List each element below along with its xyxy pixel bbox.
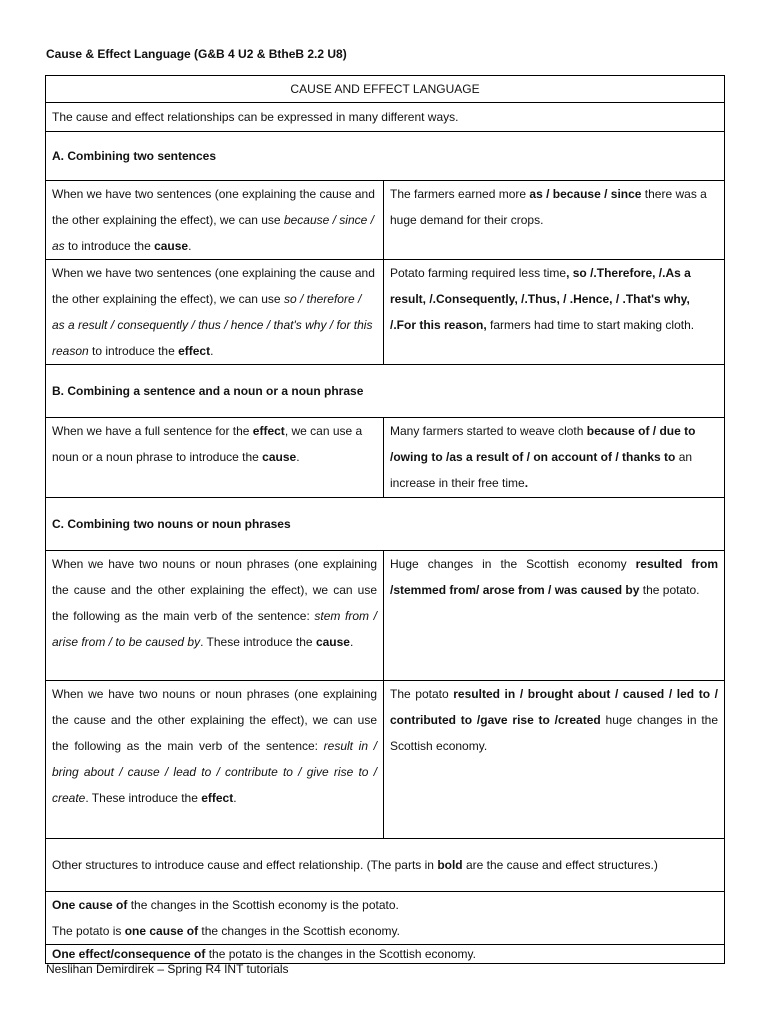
table-row (46, 681, 725, 839)
row1-explanation: When we have two sentences (one explaining the cause and the other explaining the effect), we can use because / since / as to introduce the cause. (46, 181, 384, 260)
intro-row (46, 103, 725, 132)
cause-example-row (46, 892, 725, 945)
other-structures-text: Other structures to introduce cause and effect relationship. (The parts in bold are the cause and effect structures.) (46, 839, 725, 892)
row5-example: The potato resulted in / brought about / caused / led to / contributed to /gave rise to /created huge changes in the Scottish economy. (384, 681, 725, 839)
section-a-title: A. Combining two sentences (46, 132, 725, 181)
row3-explanation: When we have a full sentence for the effect, we can use a noun or a noun phrase to introduce the cause. (46, 418, 384, 498)
cause-effect-table (45, 75, 725, 964)
cause-example-line-1: One cause of the changes in the Scottish economy is the potato. (52, 898, 399, 912)
section-a-row (46, 132, 725, 181)
footer-credit: Neslihan Demirdirek – Spring R4 INT tutorials (46, 962, 289, 976)
row4-example: Huge changes in the Scottish economy resulted from /stemmed from/ arose from / was caused by the potato. (384, 551, 725, 681)
table-row (46, 418, 725, 498)
section-b-title: B. Combining a sentence and a noun or a noun phrase (46, 365, 725, 418)
intro-text: The cause and effect relationships can be expressed in many different ways. (46, 103, 725, 132)
row4-explanation: When we have two nouns or noun phrases (one explaining the cause and the other explaining the effect), we can use the following as the main verb of the sentence: stem from / arise from / to be caused by. These introduce the cause. (46, 551, 384, 681)
effect-example: One effect/consequence of the potato is the changes in the Scottish economy. (46, 945, 725, 964)
row3-example: Many farmers started to weave cloth because of / due to /owing to /as a result of / on account of / thanks to an increase in their free time. (384, 418, 725, 498)
effect-example-row (46, 945, 725, 964)
table-header: CAUSE AND EFFECT LANGUAGE (46, 76, 725, 103)
section-c-row (46, 498, 725, 551)
cause-examples (46, 892, 725, 945)
table-row (46, 260, 725, 365)
other-structures-row (46, 839, 725, 892)
row2-example: Potato farming required less time, so /.Therefore, /.As a result, /.Consequently, /.Thus, / .Hence, / .That's why, /.For this reason, farmers had time to start making cloth. (384, 260, 725, 365)
table-row (46, 551, 725, 681)
document-title: Cause & Effect Language (G&B 4 U2 & BtheB 2.2 U8) (46, 47, 347, 61)
row5-explanation: When we have two nouns or noun phrases (one explaining the cause and the other explaining the effect), we can use the following as the main verb of the sentence: result in / bring about / cause / lead to / contribute to / give rise to / create. These introduce the effect. (46, 681, 384, 839)
table-row (46, 181, 725, 260)
section-b-row (46, 365, 725, 418)
row2-explanation: When we have two sentences (one explaining the cause and the other explaining the effect), we can use so / therefore / as a result / consequently / thus / hence / that's why / for this reason to introduce the effect. (46, 260, 384, 365)
table-header-row (46, 76, 725, 103)
row1-example: The farmers earned more as / because / since there was a huge demand for their crops. (384, 181, 725, 260)
cause-example-line-2: The potato is one cause of the changes in the Scottish economy. (52, 924, 400, 938)
section-c-title: C. Combining two nouns or noun phrases (46, 498, 725, 551)
